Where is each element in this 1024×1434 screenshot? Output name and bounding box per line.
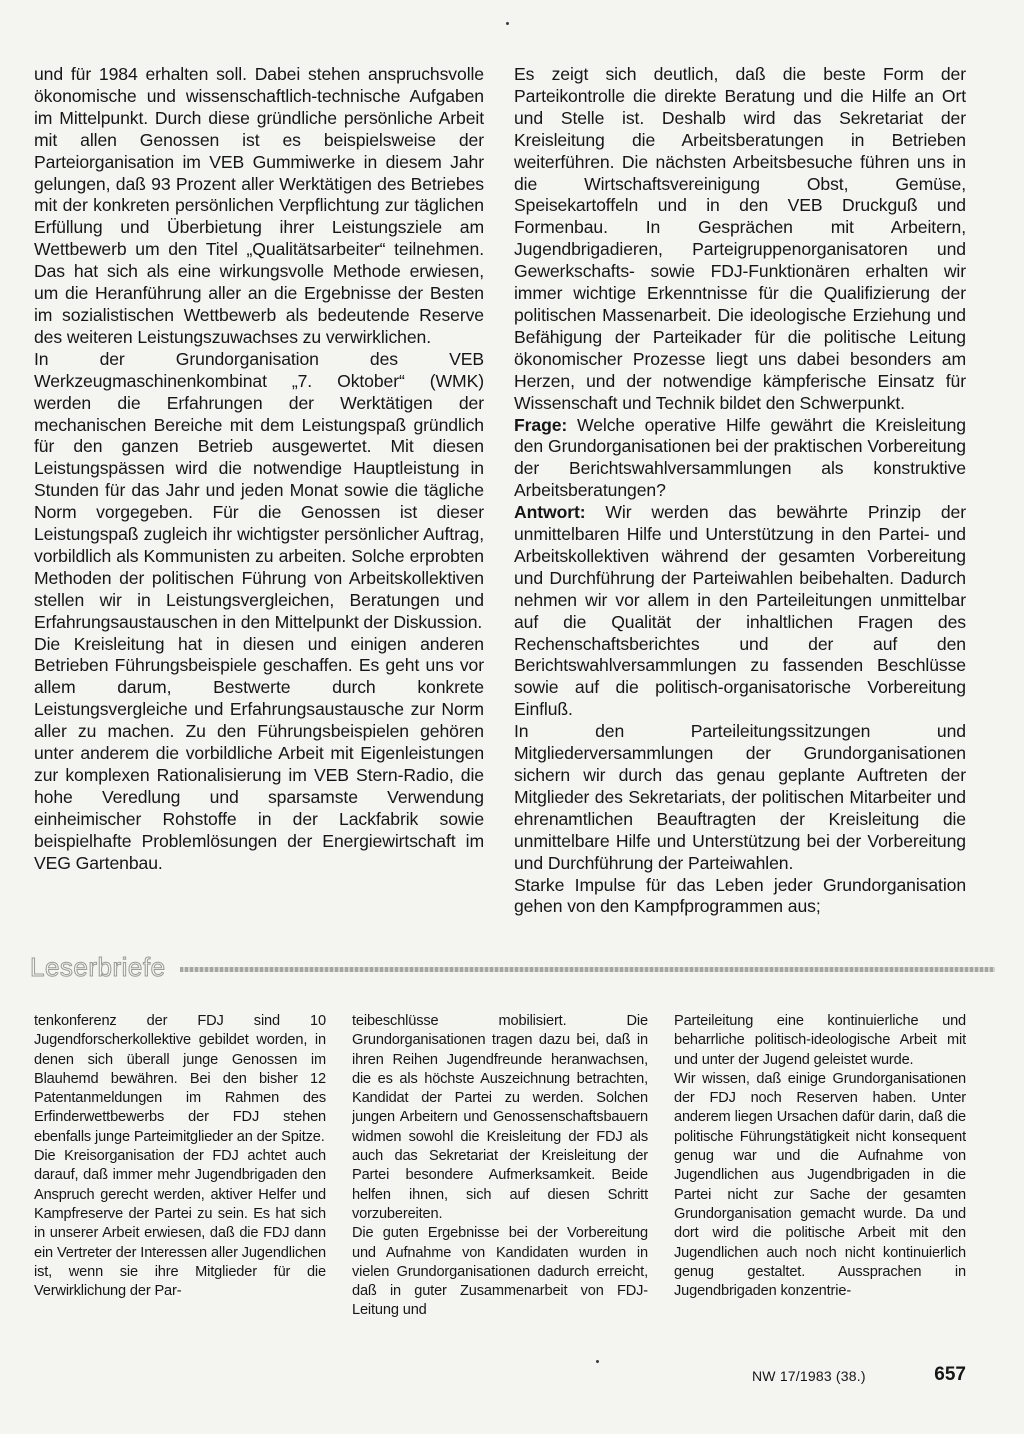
article-column-right [514,64,966,944]
paragraph: Die Kreisleitung hat in diesen und einigen anderen Betrieben Führungsbeispiele geschaffen. Es geht uns vor allem darum, Bestwerte durch konkrete Leistungsvergleiche und Erfahrungsaustausche zur Norm aller zu machen. Zu den Führungsbeispielen gehören unter anderem die vorbildliche Arbeit mit Eigenleistungen zur komplexen Rationalisierung im VEB Stern-Radio, die hohe Veredlung und sparsamste Verwendung einheimischer Rohstoffe in der Lackfabrik sowie beispielhafte Problemlösungen der Energiewirtschaft im VEG Gartenbau. [34,633,484,873]
paragraph: Es zeigt sich deutlich, daß die beste Form der Parteikontrolle die direkte Beratung und die Hilfe an Ort und Stelle ist. Deshalb wird das Sekretariat der Kreisleitung die Arbeitsberatungen in Betrieben weiterführen. Die nächsten Arbeitsbesuche führen uns in die Wirtschaftsvereinigung Obst, Gemüse, Speisekartoffeln und in den VEB Druckguß und Formenbau. In Gesprächen mit Arbeitern, Jugendbrigadieren, Parteigruppenorganisatoren und Gewerkschafts- sowie FDJ-Funktionären erhalten wir immer wichtige Erkenntnisse für die Qualifizierung der politischen Massenarbeit. Die ideologische Erziehung und Befähigung der Parteikader für die politische Leitung ökonomischer Prozesse liegt uns dabei besonders am Herzen, und der notwendige kämpferische Einsatz für Wissenschaft und Technik bildet den Schwerpunkt. [514,64,966,413]
letters-column-2 [352,1012,648,1347]
letters-column-3 [674,1012,966,1347]
interview-answer [514,502,966,721]
print-speck [596,1360,599,1363]
paragraph: tenkonferenz der FDJ sind 10 Jugendforscherkollektive gebildet worden, in denen sich überall junge Genossen im Blauhemd bewähren. Bei den bisher 12 Patentanmeldungen im Rahmen des Erfinderwettbewerbs der FDJ stehen ebenfalls junge Parteimitglieder an der Spitze. [34,1013,326,1145]
page-footer [752,1364,966,1388]
paragraph: Wir wissen, daß einige Grundorganisationen der FDJ noch Reserven haben. Unter anderem liegen Ursachen dafür darin, daß die politische Führungstätigkeit nicht konsequent genug war und die Aufnahme von Jugendlichen aus Jugendbrigaden in die Partei nicht zur Sache der gesamten Grundorganisation gemacht wurde. Da und dort wird die politische Arbeit mit den Jugendlichen auch noch nicht kontinuierlich genug gestaltet. Aussprachen in Jugendbrigaden konzentrie- [674,1070,966,1300]
answer-text: Wir werden das bewährte Prinzip der unmittelbaren Hilfe und Unterstützung in den Partei- und Arbeitskollektiven während der gesamten Vorbereitung und Durchführung der Parteiwahlen beibehalten. Dadurch nehmen wir vor allem in den Parteileitungen unmittelbar auf die Qualität der inhaltlichen Fragen des Rechenschaftsberichtes und der auf den Berichtswahlversammlungen zu fassenden Beschlüsse sowie auf die politisch-organisatorische Vorbereitung Einfluß. [514,502,966,720]
paragraph: Die guten Ergebnisse bei der Vorbereitung und Aufnahme von Kandidaten wurden in vielen Grundorganisationen dadurch erreicht, daß in guter Zusammenarbeit von FDJ-Leitung und [352,1225,648,1319]
paragraph: Parteileitung eine kontinuierliche und beharrliche politisch-ideologische Arbeit mit und unter der Jugend geleistet wurde. [674,1013,966,1068]
answer-label: Antwort: [514,502,586,523]
paragraph: In der Grundorganisation des VEB Werkzeugmaschinenkombinat „7. Oktober“ (WMK) werden die Erfahrungen der Werktätigen der mechanischen Bereiche mit dem Leistungspaß gründlich für den ganzen Betrieb ausgewertet. Mit diesen Leistungspässen wird die notwendige Hauptleistung in Stunden für das Jahr und jeden Monat sowie die tägliche Norm vorgegeben. Für die Genossen ist dieser Leistungspaß zugleich ihr wichtigster persönlicher Auftrag, vorbildlich als Kommunisten zu arbeiten. Solche erprobten Methoden der politischen Führung von Arbeitskollektiven stellen wir in Leistungsvergleichen, Beratungen und Erfahrungsaustauschen in den Mittelpunkt der Diskussion. [34,348,484,632]
page-number: 657 [934,1364,966,1385]
paragraph: teibeschlüsse mobilisiert. Die Grundorganisationen tragen dazu bei, daß in ihren Reihen Jugendfreunde heranwachsen, die es als höchste Auszeichnung betrachten, Kandidat der Partei zu werden. Solchen jungen Arbeitern und Genossenschaftsbauern widmen sowohl die Kreisleitung der FDJ als auch das Sekretariat der Kreisleitung der Partei besondere Aufmerksamkeit. Beide helfen ihnen, sich auf diesen Schritt vorzubereiten. [352,1013,648,1222]
paragraph: Die Kreisorganisation der FDJ achtet auch darauf, daß immer mehr Jugendbrigaden den Anspruch gerecht werden, aktiver Helfer und Kampfreserve der Partei zu sein. Es hat sich in unserer Arbeit erwiesen, daß die FDJ dann ein Vertreter der Interessen aller Jugendlichen ist, wenn sie ihre Mitglieder für die Verwirklichung der Par- [34,1148,326,1300]
question-text: Welche operative Hilfe gewährt die Kreisleitung den Grundorganisationen bei der praktischen Vorbereitung der Berichtswahlversammlungen als konstruktive Arbeitsberatungen? [514,414,966,501]
paragraph: In den Parteileitungssitzungen und Mitgliederversammlungen der Grundorganisationen sichern wir durch das genau geplante Auftreten der Mitglieder des Sekretariats, der politischen Mitarbeiter und ehrenamtlichen Beauftragten der Kreisleitung die unmittelbare Hilfe und Unterstützung bei der Vorbereitung und Durchführung der Parteiwahlen. [514,721,966,873]
article-column-left [34,64,484,944]
issue-reference: NW 17/1983 (38.) [752,1368,866,1384]
section-title: Leserbriefe [30,952,166,982]
interview-question [514,415,966,503]
paragraph: und für 1984 erhalten soll. Dabei stehen anspruchsvolle ökonomische und wissenschaftlich-technische Aufgaben im Mittelpunkt. Durch diese gründliche persönliche Arbeit mit allen Genossen ist es beispielsweise der Parteiorganisation im VEB Gummiwerke in diesem Jahr gelungen, daß 93 Prozent aller Werktätigen des Betriebes mit der konkreten persönlichen Verpflichtung zur täglichen Erfüllung und Überbietung ihrer Leistungsziele am Wettbewerb um den Titel „Qualitätsarbeiter“ teilnehmen. Das hat sich als eine wirkungsvolle Methode erwiesen, um die Heranführung aller an die Ergebnisse der Besten im sozialistischen Wettbewerb als bedeutende Reserve des weiteren Leistungszuwachses zu verwirklichen. [34,64,484,347]
letters-column-1 [34,1012,326,1347]
print-speck [506,22,509,25]
section-divider [180,967,995,972]
paragraph: Starke Impulse für das Leben jeder Grundorganisation gehen von den Kampfprogrammen aus; [514,874,966,917]
question-label: Frage: [514,414,568,435]
section-header [30,952,980,986]
